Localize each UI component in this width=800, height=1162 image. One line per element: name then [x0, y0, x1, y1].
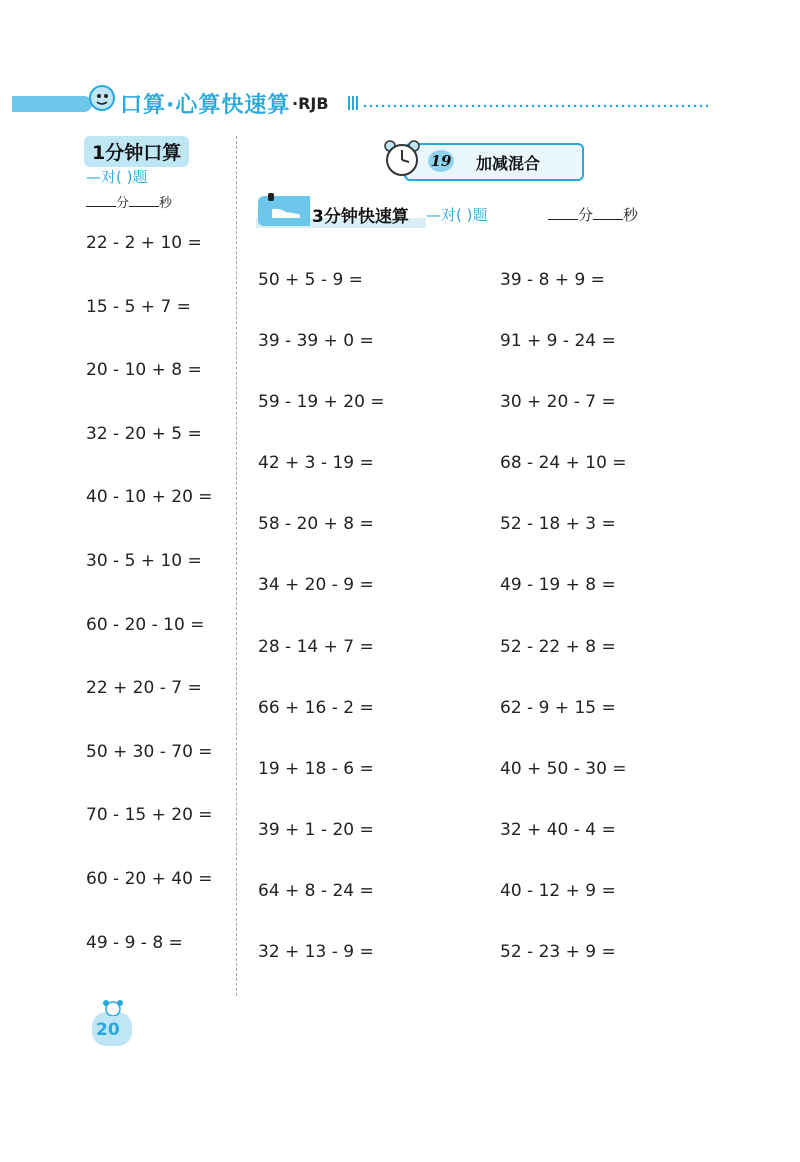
left-problem-list [86, 222, 226, 985]
column-divider [236, 136, 237, 996]
problem[interactable]: 60 - 20 - 10 = [86, 614, 205, 635]
problem[interactable]: 40 - 12 + 9 = [500, 880, 616, 901]
rocket-kid-icon [84, 80, 120, 116]
problem[interactable]: 58 - 20 + 8 = [258, 514, 374, 535]
problem[interactable]: 52 - 18 + 3 = [500, 514, 616, 535]
problem[interactable]: 49 - 9 - 8 = [86, 932, 183, 953]
problem[interactable]: 64 + 8 - 24 = [258, 880, 374, 901]
seconds-blank[interactable] [593, 207, 623, 220]
problem[interactable]: 68 - 24 + 10 = [500, 453, 627, 474]
problem[interactable]: 32 + 40 - 4 = [500, 819, 616, 840]
problem[interactable]: 34 + 20 - 9 = [258, 575, 374, 596]
problem[interactable]: 30 - 5 + 10 = [86, 550, 202, 571]
problem[interactable]: 32 - 20 + 5 = [86, 423, 202, 444]
problem[interactable]: 66 + 16 - 2 = [258, 697, 374, 718]
right-time-record [548, 204, 638, 225]
problem[interactable]: 52 - 22 + 8 = [500, 636, 616, 657]
problem[interactable]: 91 + 9 - 24 = [500, 331, 616, 352]
header-bars-decoration [348, 96, 360, 110]
right-section-title: 3分钟快速算 [312, 207, 409, 227]
ink-drop-icon [268, 193, 274, 201]
problem[interactable]: 40 + 50 - 30 = [500, 758, 627, 779]
minutes-label: 分 [578, 206, 594, 224]
alarm-clock-icon [382, 138, 422, 178]
right-correct-count: —对( )题 [426, 206, 488, 224]
problem[interactable]: 39 - 39 + 0 = [258, 331, 374, 352]
problem[interactable]: 22 - 2 + 10 = [86, 233, 202, 253]
header-dotted-line [362, 104, 708, 108]
lesson-name: 加减混合 [476, 154, 541, 173]
book-title: 口算·心算快速算 [120, 93, 291, 118]
minutes-blank[interactable] [548, 207, 578, 220]
left-correct-count: —对( )题 [86, 168, 148, 186]
header-accent-bar [12, 96, 92, 112]
panda-icon [100, 998, 126, 1016]
left-section-title: 1分钟口算 [84, 136, 189, 167]
problem[interactable]: 59 - 19 + 20 = [258, 392, 385, 413]
problem[interactable]: 50 + 30 - 70 = [86, 741, 213, 762]
seconds-label: 秒 [159, 196, 173, 211]
seconds-label: 秒 [623, 206, 639, 224]
problem[interactable]: 39 + 1 - 20 = [258, 819, 374, 840]
problem[interactable]: 28 - 14 + 7 = [258, 636, 374, 657]
edition-label: ·RJB [292, 94, 329, 113]
problem[interactable]: 32 + 13 - 9 = [258, 942, 374, 963]
minutes-label: 分 [116, 196, 130, 211]
minutes-blank[interactable] [86, 194, 116, 207]
problem[interactable]: 62 - 9 + 15 = [500, 697, 616, 718]
lesson-number: 19 [428, 150, 454, 172]
page-number: 20 [96, 1020, 120, 1040]
problem[interactable]: 70 - 15 + 20 = [86, 805, 213, 826]
left-time-record [86, 192, 172, 211]
problem[interactable]: 49 - 19 + 8 = [500, 575, 616, 596]
problem[interactable]: 50 + 5 - 9 = [258, 270, 363, 290]
right-problem-column-b [500, 262, 700, 995]
problem[interactable]: 60 - 20 + 40 = [86, 868, 213, 889]
sneaker-icon [270, 204, 302, 222]
problem[interactable]: 20 - 10 + 8 = [86, 360, 202, 381]
problem[interactable]: 22 + 20 - 7 = [86, 678, 202, 699]
problem[interactable]: 52 - 23 + 9 = [500, 942, 616, 963]
problem[interactable]: 19 + 18 - 6 = [258, 758, 374, 779]
problem[interactable]: 42 + 3 - 19 = [258, 453, 374, 474]
right-problem-column-a [258, 262, 458, 995]
problem[interactable]: 40 - 10 + 20 = [86, 487, 213, 508]
problem[interactable]: 39 - 8 + 9 = [500, 270, 605, 290]
seconds-blank[interactable] [129, 194, 159, 207]
problem[interactable]: 30 + 20 - 7 = [500, 392, 616, 413]
problem[interactable]: 15 - 5 + 7 = [86, 296, 191, 317]
